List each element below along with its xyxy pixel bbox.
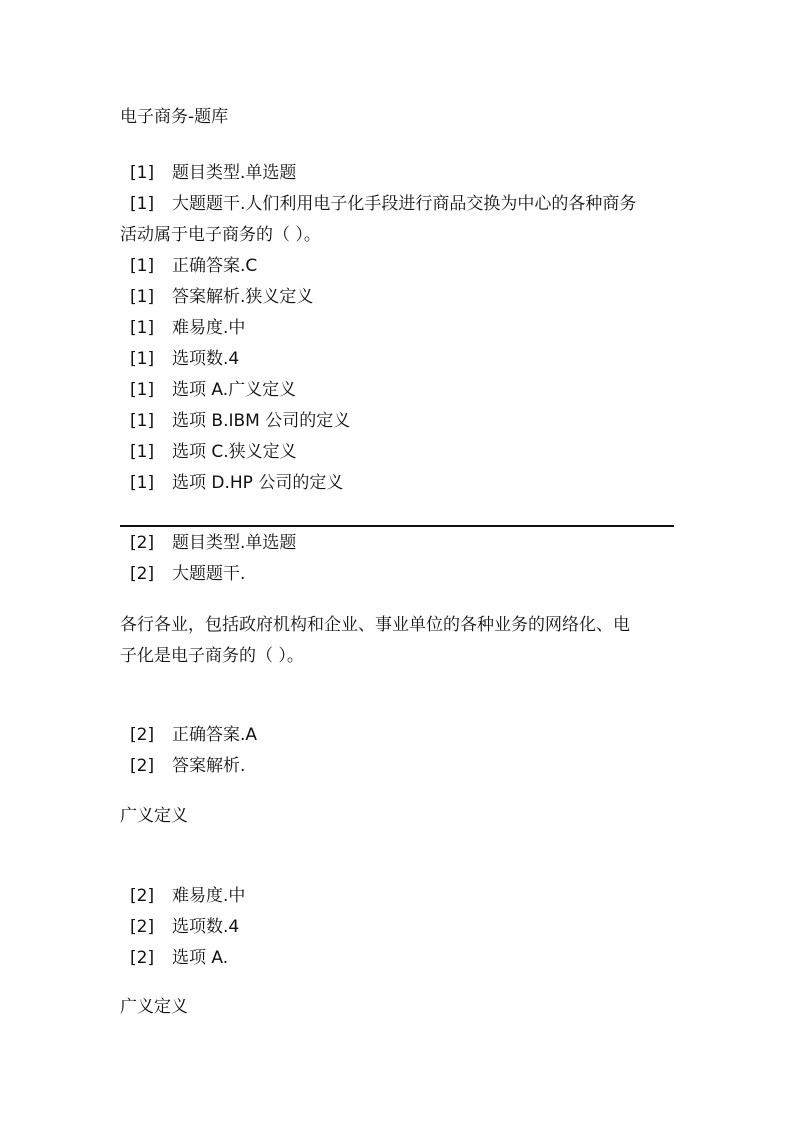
q2-analysis-text xyxy=(120,801,680,832)
q2-stem-label-row xyxy=(120,559,680,590)
q1-option-c-row xyxy=(120,437,680,468)
q1-number: [1] xyxy=(130,411,155,431)
q1-stem-line2: 活动属于电子商务的（ ）。 xyxy=(120,225,321,245)
q2-option-a-text xyxy=(120,992,680,1023)
q2-number: [2] xyxy=(130,533,155,553)
q2-difficulty: 难易度.中 xyxy=(172,886,246,906)
question-2-answer xyxy=(120,720,680,782)
question-1 xyxy=(120,158,680,499)
q1-option-b: 选项 B.IBM 公司的定义 xyxy=(172,411,351,431)
q2-number: [2] xyxy=(130,725,155,745)
q2-answer-row xyxy=(120,720,680,751)
q1-number: [1] xyxy=(130,442,155,462)
q1-number: [1] xyxy=(130,380,155,400)
q1-option-a: 选项 A.广义定义 xyxy=(172,380,297,400)
q2-number: [2] xyxy=(130,917,155,937)
q2-option-a-label: 选项 A. xyxy=(172,948,229,968)
q2-type-row xyxy=(120,528,680,559)
q2-type: 题目类型.单选题 xyxy=(172,533,297,553)
q2-number: [2] xyxy=(130,564,155,584)
q2-analysis-label: 答案解析. xyxy=(172,756,246,776)
q2-stem-line1: 各行各业，包括政府机构和企业、事业单位的各种业务的网络化、电 xyxy=(120,615,630,635)
q2-analysis-value: 广义定义 xyxy=(120,806,188,826)
q1-option-d: 选项 D.HP 公司的定义 xyxy=(172,473,344,493)
q1-difficulty: 难易度.中 xyxy=(172,318,246,338)
q1-answer-row xyxy=(120,251,680,282)
q2-number: [2] xyxy=(130,886,155,906)
q2-number: [2] xyxy=(130,948,155,968)
q2-analysis-label-row xyxy=(120,751,680,782)
q1-type-row xyxy=(120,158,680,189)
q2-option-count: 选项数.4 xyxy=(172,917,240,937)
q1-difficulty-row xyxy=(120,313,680,344)
q1-number: [1] xyxy=(130,473,155,493)
q1-option-b-row xyxy=(120,406,680,437)
q2-stem-label: 大题题干. xyxy=(172,564,246,584)
q2-option-a-value: 广义定义 xyxy=(120,997,188,1017)
q1-option-d-row xyxy=(120,468,680,499)
q1-option-a-row xyxy=(120,375,680,406)
q1-option-count: 选项数.4 xyxy=(172,349,240,369)
q2-option-count-row xyxy=(120,912,680,943)
q1-answer: 正确答案.C xyxy=(172,256,258,276)
q1-number: [1] xyxy=(130,349,155,369)
q2-stem-line2: 子化是电子商务的（ ）。 xyxy=(120,646,304,666)
q2-number: [2] xyxy=(130,756,155,776)
q1-analysis-row xyxy=(120,282,680,313)
q1-number: [1] xyxy=(130,256,155,276)
question-2-header xyxy=(120,528,680,590)
q1-type: 题目类型.单选题 xyxy=(172,163,297,183)
q1-option-count-row xyxy=(120,344,680,375)
q1-option-c: 选项 C.狭义定义 xyxy=(172,442,297,462)
q1-number: [1] xyxy=(130,194,155,214)
q2-option-a-label-row xyxy=(120,943,680,974)
q1-stem-line1: 大题题干.人们利用电子化手段进行商品交换为中心的各种商务 xyxy=(172,194,637,214)
q2-answer: 正确答案.A xyxy=(172,725,258,745)
q1-number: [1] xyxy=(130,318,155,338)
q1-number: [1] xyxy=(130,287,155,307)
question-2-meta xyxy=(120,881,680,974)
question-divider xyxy=(120,525,674,527)
q1-analysis: 答案解析.狭义定义 xyxy=(172,287,314,307)
q1-stem xyxy=(120,189,680,251)
document-title: 电子商务-题库 xyxy=(120,107,229,127)
q2-stem-text xyxy=(120,610,680,672)
q2-difficulty-row xyxy=(120,881,680,912)
q1-number: [1] xyxy=(130,163,155,183)
